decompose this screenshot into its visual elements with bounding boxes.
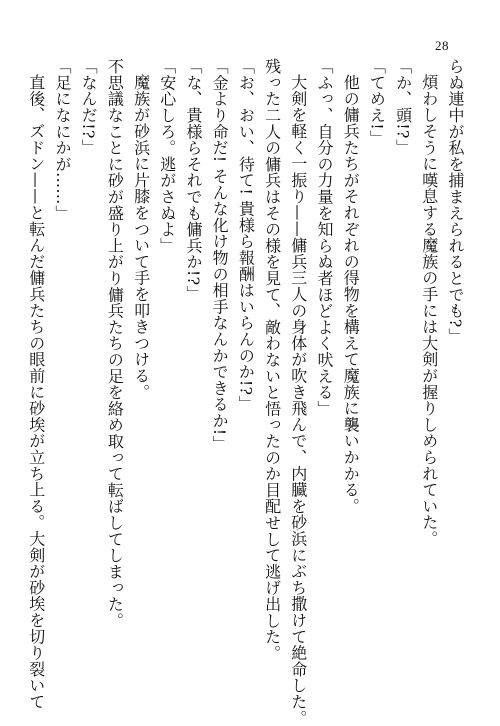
text-line: 直後、ズドン——と転んだ傭兵たちの眼前に砂埃が立ち上る。大剣が砂埃を切り裂いて	[26, 74, 46, 710]
page-number: 28	[435, 38, 449, 53]
text-line: 「お、おい、待て! 貴様ら報酬はいらんのか!?」	[236, 58, 256, 412]
text-line: らぬ連中が私を捕まえられるとでも?」	[446, 58, 465, 344]
text-line: 煩わしそうに嘆息する魔族の手には大剣が握りしめられていた。	[419, 74, 439, 547]
text-line: 魔族が砂浜に片膝をついて手を叩きつける。	[131, 74, 151, 400]
text-line: 残った二人の傭兵はその様を見て、敵わないと悟ったのか目配せして逃げ出した。	[262, 58, 282, 662]
text-line: 「てめえ!」	[367, 58, 387, 147]
text-line: 「安心しろ。逃がさぬよ」	[157, 58, 177, 254]
text-line: 不思議なことに砂が盛り上がり傭兵たちの足を絡め取って転ばしてしまった。	[105, 58, 125, 629]
body-text	[8, 58, 468, 726]
text-line: 大剣を軽く一振り——傭兵三人の身体が吹き飛んで、内臓を砂浜にぶち撒けて絶命した。	[288, 74, 308, 726]
text-line: 「ふっ、自分の力量を知らぬ者ほどよく吠える」	[314, 58, 334, 417]
text-line: 「金より命だ! そんな化け物の相手なんかできるか!」	[210, 58, 230, 452]
text-line: 他の傭兵たちがそれぞれの得物を構えて魔族に襲いかかる。	[341, 74, 361, 515]
text-line: 「なんだ!?」	[79, 58, 99, 156]
text-line: 「か、頭!?」	[393, 58, 413, 156]
text-line: 「足になにかが……」	[52, 58, 72, 221]
text-line: 「な、貴様らそれでも傭兵か!?」	[183, 58, 203, 302]
